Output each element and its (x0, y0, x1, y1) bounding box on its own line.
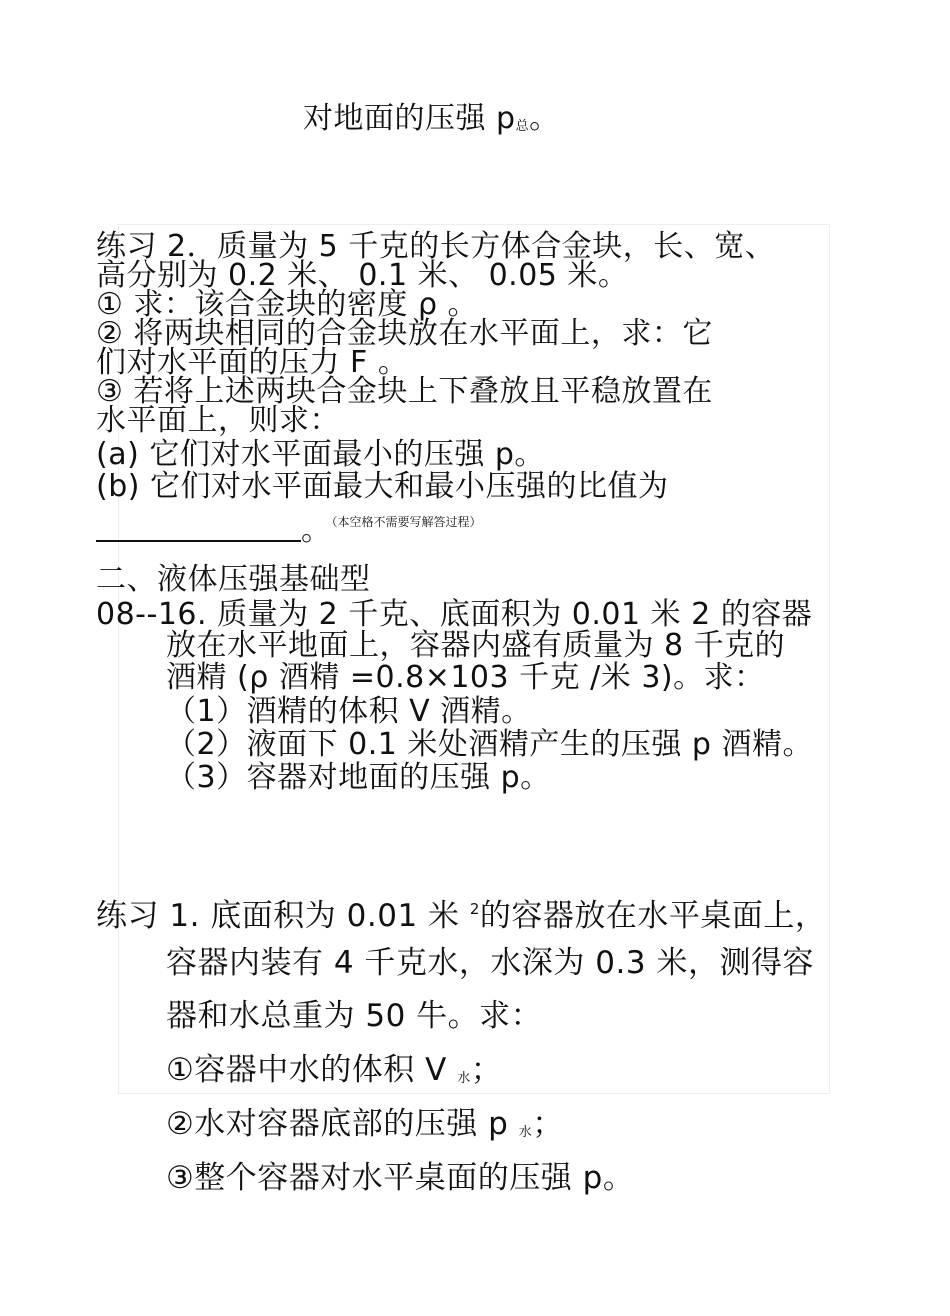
exercise2-line5: 们对水平面的压力 F 。 (96, 345, 409, 380)
exercise1-q1: ①容器中水的体积 V 水； (166, 1052, 503, 1088)
exercise2-line6: ③ 若将上述两块合金块上下叠放且平稳放置在 (96, 374, 713, 409)
problem-08-16-line1: 08--16. 质量为 2 千克、底面积为 0.01 米 2 的容器 (96, 597, 813, 632)
exercise2-line8: (a) 它们对水平面最小的压强 p。 (96, 437, 545, 472)
exercise2-note: （本空格不需要写解答过程） (331, 515, 482, 529)
exercise2-line3: ① 求：该合金块的密度 ρ 。 (96, 287, 479, 322)
exercise2-line1: 练习 2．质量为 5 千克的长方体合金块，长、宽、 (96, 229, 776, 264)
section2-heading: 二、液体压强基础型 (96, 562, 371, 597)
problem-08-16-line2: 放在水平地面上，容器内盛有质量为 8 千克的 (166, 628, 786, 663)
problem-08-16-q2: （2）液面下 0.1 米处酒精产生的压强 p 酒精。 (166, 727, 813, 762)
exercise2-line2: 高分别为 0.2 米、 0.1 米、 0.05 米。 (96, 258, 629, 293)
answer-blank[interactable] (96, 518, 301, 542)
exercise1-line2: 容器内装有 4 千克水，水深为 0.3 米，测得容 (166, 945, 814, 981)
problem-08-16-q1: （1）酒精的体积 V 酒精。 (166, 694, 532, 729)
problem-08-16-q3: （3）容器对地面的压强 p。 (166, 760, 551, 795)
exercise1-q2: ②水对容器底部的压强 p 水； (166, 1106, 564, 1142)
exercise1-line3: 器和水总重为 50 牛。求： (166, 998, 543, 1034)
exercise2-answer-line: 。$^{(本空格不需要写解答过程)}$ (96, 506, 482, 547)
exercise1-line1: 练习 1. 底面积为 0.01 米 $^2$的容器放在水平桌面上， (96, 898, 827, 934)
exercise2-line4: ② 将两块相同的合金块放在水平面上，求：它 (96, 316, 713, 351)
problem-08-16-line3: 酒精 (ρ 酒精 =0.8×103 千克 /米 3)。求： (166, 660, 765, 695)
exercise2-line7: 水平面上，则求： (96, 403, 340, 438)
exercise1-q3: ③整个容器对水平桌面的压强 p。 (166, 1160, 635, 1196)
top-line: 对地面的压强 p总。 (303, 101, 560, 136)
exercise2-line9: (b) 它们对水平面最大和最小压强的比值为 (96, 469, 669, 504)
